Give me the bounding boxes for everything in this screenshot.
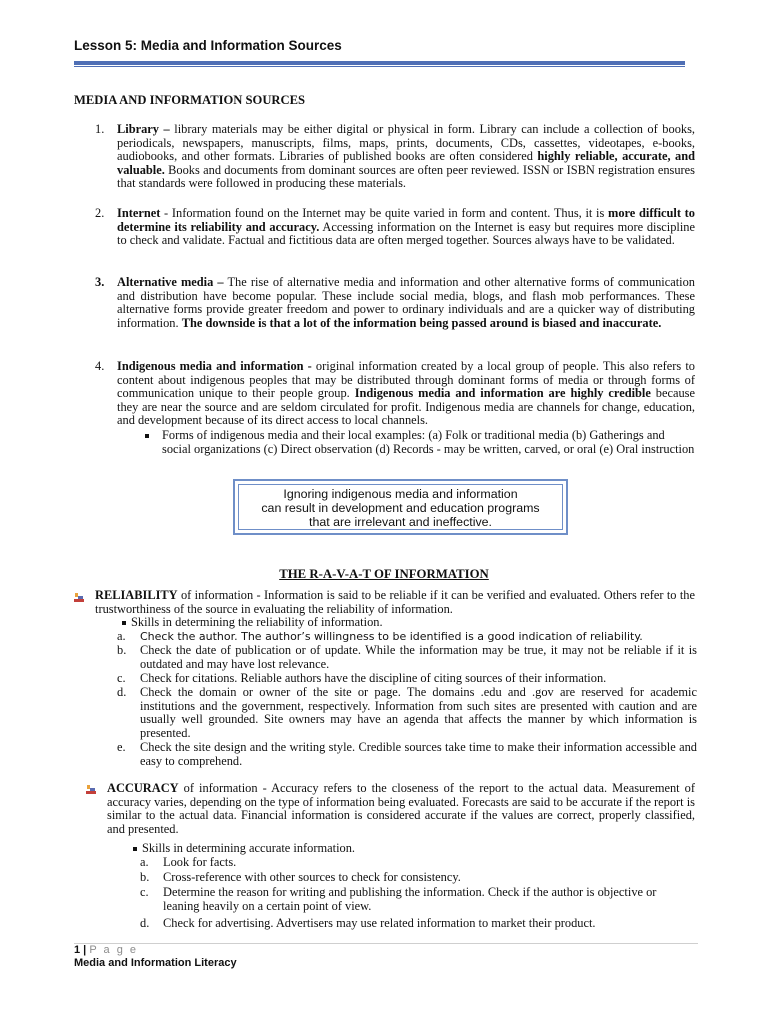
item-body	[117, 207, 695, 248]
page-number: 1	[74, 944, 81, 956]
callout-box	[233, 479, 568, 535]
reliability-paragraph	[95, 589, 695, 616]
item-emphasis: more difficult to determine its reliability and accuracy.	[117, 206, 696, 234]
item-number: 2.	[95, 206, 105, 220]
source-item-library	[95, 123, 695, 191]
flag-bullet-icon	[86, 784, 97, 795]
item-text: The rise of alternative media and information and other alternative forms of communication and distribution have become popular. These include social media, blogs, and flash mob performances. These alternative forms provide greater freedom and power to ordinary individuals and are a quicker way of distributing information.	[117, 275, 695, 330]
item-text: Cross-reference with other sources to check for consistency.	[163, 870, 461, 884]
item-number: 1.	[95, 122, 105, 136]
callout-text	[235, 487, 566, 529]
item-text: - Information found on the Internet may be quite varied in form and content. Thus, it is	[160, 206, 608, 220]
bullet-text: Forms of indigenous media and their local examples: (a) Folk or traditional media (b) Gatherings and social organizations (c) Direct observation (d) Records - may be written, carved, or oral (e) Oral instruction	[162, 428, 695, 456]
item-label: c.	[117, 671, 126, 685]
item-title: Alternative media –	[117, 275, 224, 289]
item-text: Accessing information on the Internet is easy but requires more discipline to check and validate. Factual and fictitious data are often merged together. Sources always have to be validated.	[117, 219, 696, 248]
accuracy-paragraph	[107, 782, 695, 836]
item-emphasis: The downside is that a lot of the information being passed around is biased and inaccurate.	[181, 315, 662, 330]
square-bullet-icon	[122, 621, 126, 625]
skills-title: Skills in determining accurate information.	[142, 841, 355, 855]
item-label: d.	[117, 685, 127, 699]
item-text: library materials may be either digital or physical in form. Library can include a collection of books, periodicals, newspapers, manuscripts, films, maps, prints, documents, CDs, cassettes, videotapes, e-books, audiobooks, and other formats. Libraries of published books are often considered	[117, 122, 696, 164]
item-text: because they are near the source and are seldom circulated for profit. Indigenous media are channels for change, education, and development because of its direct access to local channels.	[117, 386, 695, 428]
item-body	[117, 123, 695, 191]
page-separator: |	[80, 944, 90, 956]
reliability-term: RELIABILITY	[95, 588, 178, 602]
reliability-item-d	[117, 686, 697, 740]
callout-line: Ignoring indigenous media and information	[283, 487, 518, 501]
item-label: b.	[117, 643, 127, 657]
accuracy-item-b	[140, 871, 660, 885]
accuracy-item-c	[140, 886, 660, 913]
page-header-title: Lesson 5: Media and Information Sources	[74, 38, 342, 53]
footer-rule	[74, 943, 698, 944]
reliability-item-b	[117, 644, 697, 671]
source-item-indigenous-media	[95, 360, 695, 428]
reliability-item-a	[117, 630, 697, 644]
item-label: e.	[117, 740, 126, 754]
flag-bullet-icon	[74, 592, 85, 603]
item-label: a.	[140, 855, 149, 869]
source-item-internet	[95, 207, 695, 248]
item-text: original information created by a local group of people. This also refers to content about indigenous peoples that may be distributed through dominant forms of media or through forms of communication unique to their people group.	[117, 359, 695, 401]
item-title: Indigenous media and information -	[117, 359, 312, 373]
item-title: Library –	[117, 122, 170, 136]
item-emphasis: Indigenous media and information are highly credible	[354, 386, 651, 401]
item-label: a.	[117, 629, 126, 643]
item-number: 3.	[95, 275, 105, 289]
square-bullet-icon	[145, 434, 149, 438]
ravat-heading-text: THE R-A-V-A-T OF INFORMATION	[279, 567, 489, 581]
item-text: Check the author. The author’s willingness to be identified is a good indication of reliability.	[140, 630, 643, 643]
header-rule	[74, 61, 685, 65]
accuracy-term: ACCURACY	[107, 781, 179, 795]
header-rule-thin	[74, 66, 685, 67]
item-label: c.	[140, 885, 149, 899]
item-number: 4.	[95, 359, 105, 373]
footer-page-number	[74, 944, 138, 956]
ravat-heading	[0, 567, 768, 582]
item-text: Check the site design and the writing style. Credible sources take time to make their information accessible and easy to comprehend.	[140, 740, 697, 768]
item-text: Check the date of publication or of update. While the information may be true, it may not be reliable if it is outdated and may have lost relevance.	[140, 643, 697, 671]
item-body	[117, 276, 695, 330]
skills-title: Skills in determining the reliability of information.	[131, 615, 383, 629]
source-item-alternative-media	[95, 276, 695, 330]
item-label: d.	[140, 916, 150, 930]
reliability-skills-bullet	[122, 616, 383, 630]
item-text: Check for citations. Reliable authors have the discipline of citing sources of their information.	[140, 671, 607, 685]
callout-line: can result in development and education programs	[261, 501, 540, 515]
item-text: Books and documents from dominant sources are often peer reviewed. ISSN or ISBN registration ensures that standards were followed in producing these materials.	[117, 162, 695, 191]
accuracy-item-a	[140, 856, 660, 870]
reliability-item-c	[117, 672, 697, 686]
accuracy-text: of information - Accuracy refers to the closeness of the report to the actual data. Measurement of accuracy varies, depending on the type of information being evaluated. Forecasts are said to be accurate if the report is similar to the actual data. Financial information is considered accurate if the values are correct, properly classified, and presented.	[107, 781, 695, 836]
reliability-item-e	[117, 741, 697, 768]
section-title: MEDIA AND INFORMATION SOURCES	[74, 93, 306, 107]
indigenous-forms-bullet	[145, 429, 695, 456]
page-word: P a g e	[89, 944, 138, 956]
square-bullet-icon	[133, 847, 137, 851]
footer-subject: Media and Information Literacy	[74, 957, 237, 969]
item-label: b.	[140, 870, 150, 884]
accuracy-item-d	[140, 917, 700, 931]
item-text: Check for advertising. Advertisers may use related information to market their product.	[163, 916, 596, 930]
reliability-text: of information - Information is said to be reliable if it can be verified and evaluated. Others refer to the trustworthiness of the source in evaluating the reliability of information.	[95, 588, 695, 616]
item-title: Internet	[117, 206, 161, 220]
item-body	[117, 360, 695, 428]
callout-line: that are irrelevant and ineffective.	[309, 515, 492, 529]
item-emphasis: highly reliable, accurate, and valuable.	[117, 149, 695, 177]
item-text: Check the domain or owner of the site or page. The domains .edu and .gov are reserved for academic institutions and the government, respectively. Information from such sites are presented with caution and are usually well grounded. Site owners may have an agenda that affects the manner by which information is presented.	[140, 685, 697, 740]
item-text: Determine the reason for writing and publishing the information. Check if the author is objective or leaning heavily on a certain point of view.	[163, 885, 657, 913]
item-text: Look for facts.	[163, 855, 237, 869]
accuracy-skills-bullet	[133, 842, 355, 856]
